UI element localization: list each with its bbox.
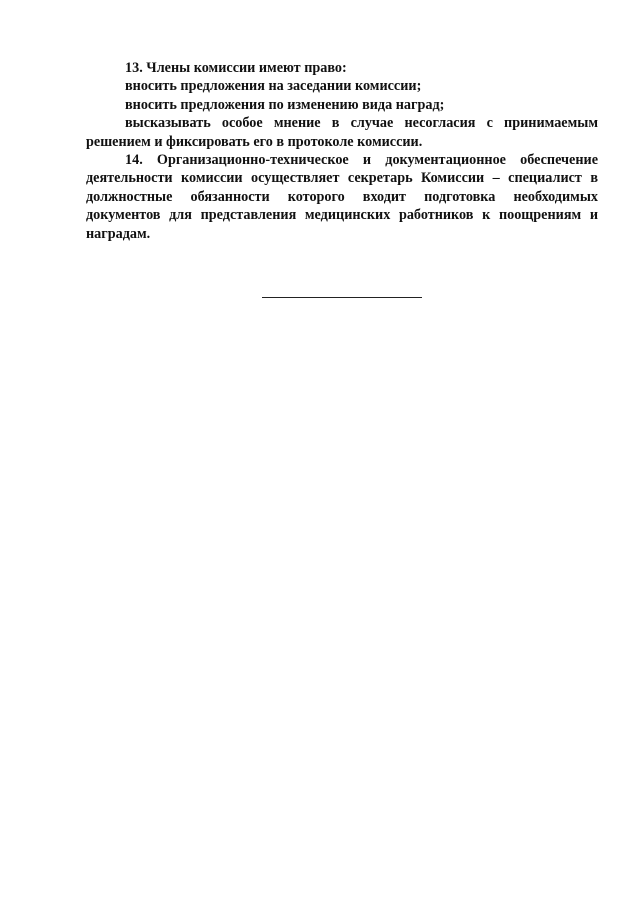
paragraph-right-dissenting-opinion: высказывать особое мнение в случае несогласия с принимаемым решением и фиксировать его в протоколе комиссии. [86, 115, 598, 150]
paragraph-right-proposals-awards: вносить предложения по изменению вида наград; [125, 96, 445, 113]
paragraph-right-proposals-meeting: вносить предложения на заседании комиссии; [125, 78, 422, 95]
paragraph-members-rights-heading: 13. Члены комиссии имеют право: [125, 60, 347, 76]
document-body [86, 59, 598, 243]
paragraph-secretary-support: 14. Организационно-техническое и документационное обеспечение деятельности комиссии осуществляет секретарь Комиссии – специалист в должностные обязанности которого входит подготовка необходимых документов для представления медицинских работников к поощрениям и наградам. [86, 152, 598, 242]
end-separator-line [262, 297, 422, 298]
